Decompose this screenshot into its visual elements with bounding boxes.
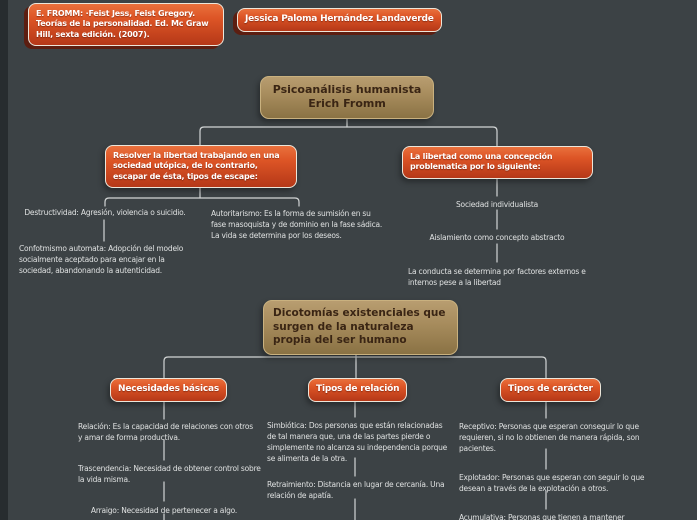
root-node-dicotomias[interactable]: Dicotomías existenciales que surgen de la naturaleza propia del ser humano xyxy=(263,300,458,355)
leaf-node-destructividad[interactable]: Destructividad: Agresión, violencia o suicidio. xyxy=(24,208,186,217)
branch-node-libertad-problematica[interactable]: La libertad como una concepción problematica por lo siguiente: xyxy=(402,146,593,179)
left-edge-strip xyxy=(0,0,8,520)
leaf-node-receptivo[interactable]: Receptivo: Personas que esperan conseguir lo que requieren, si no lo obtienen de manera rápida, son pacientes. xyxy=(459,422,640,453)
leaf-node-retraimiento[interactable]: Retraimiento: Distancia en lugar de cercanía. Una relación de apatía. xyxy=(267,480,445,500)
root-node-psicoanalisis[interactable]: Psicoanálisis humanista Erich Fromm xyxy=(260,76,434,119)
leaf-node-conformismo[interactable]: Confotmismo automata: Adopción del modelo socialmente aceptado para encajar en la sociedad, abandonando la autenticidad. xyxy=(19,244,184,275)
leaf-node-explotador[interactable]: Explotador: Personas que esperan con seguir lo que desean a través de la explotación a otros. xyxy=(459,473,645,493)
author-note[interactable]: Jessica Paloma Hernández Landaverde xyxy=(237,8,442,32)
leaf-node-conducta[interactable]: La conducta se determina por factores externos e internos pese a la libertad xyxy=(408,267,586,287)
branch-node-escape-types[interactable]: Resolver la libertad trabajando en una sociedad utópica, de lo contrario, escapar de ésta, tipos de escape: xyxy=(105,145,297,188)
leaf-node-trascendencia[interactable]: Trascendencia: Necesidad de obtener control sobre la vida misma. xyxy=(78,464,261,484)
leaf-node-aislamiento[interactable]: Aislamiento como concepto abstracto xyxy=(429,233,565,242)
reference-note[interactable]: E. FROMM: ·Feist Jess, Feist Gregory. Teorías de la personalidad. Ed. Mc Graw Hill, sexta edición. (2007). xyxy=(28,3,224,46)
leaf-node-arraigo[interactable]: Arraigo: Necesidad de pertenecer a algo. xyxy=(90,506,238,515)
branch-node-necesidades-basicas[interactable]: Necesidades básicas xyxy=(110,378,227,402)
branch-node-tipos-caracter[interactable]: Tipos de carácter xyxy=(500,378,601,402)
leaf-node-simbiotica[interactable]: Simbiótica: Dos personas que están relacionadas de tal manera que, una de las partes pierde o simplemente no alcanza su independencia porque se alimenta de la otra. xyxy=(267,421,448,463)
leaf-node-autoritarismo[interactable]: Autoritarismo: Es la forma de sumisión en su fase masoquista y de dominio en la fase sádica. La vida se determina por los deseos. xyxy=(211,209,383,240)
leaf-node-relacion[interactable]: Relación: Es la capacidad de relaciones con otros y amar de forma productiva. xyxy=(78,422,253,442)
branch-node-tipos-relacion[interactable]: Tipos de relación xyxy=(308,378,407,402)
leaf-node-sociedad-individualista[interactable]: Sociedad individualista xyxy=(456,200,538,209)
leaf-node-acumulativa[interactable]: Acumulativa: Personas que tienen a mantener xyxy=(459,513,625,520)
